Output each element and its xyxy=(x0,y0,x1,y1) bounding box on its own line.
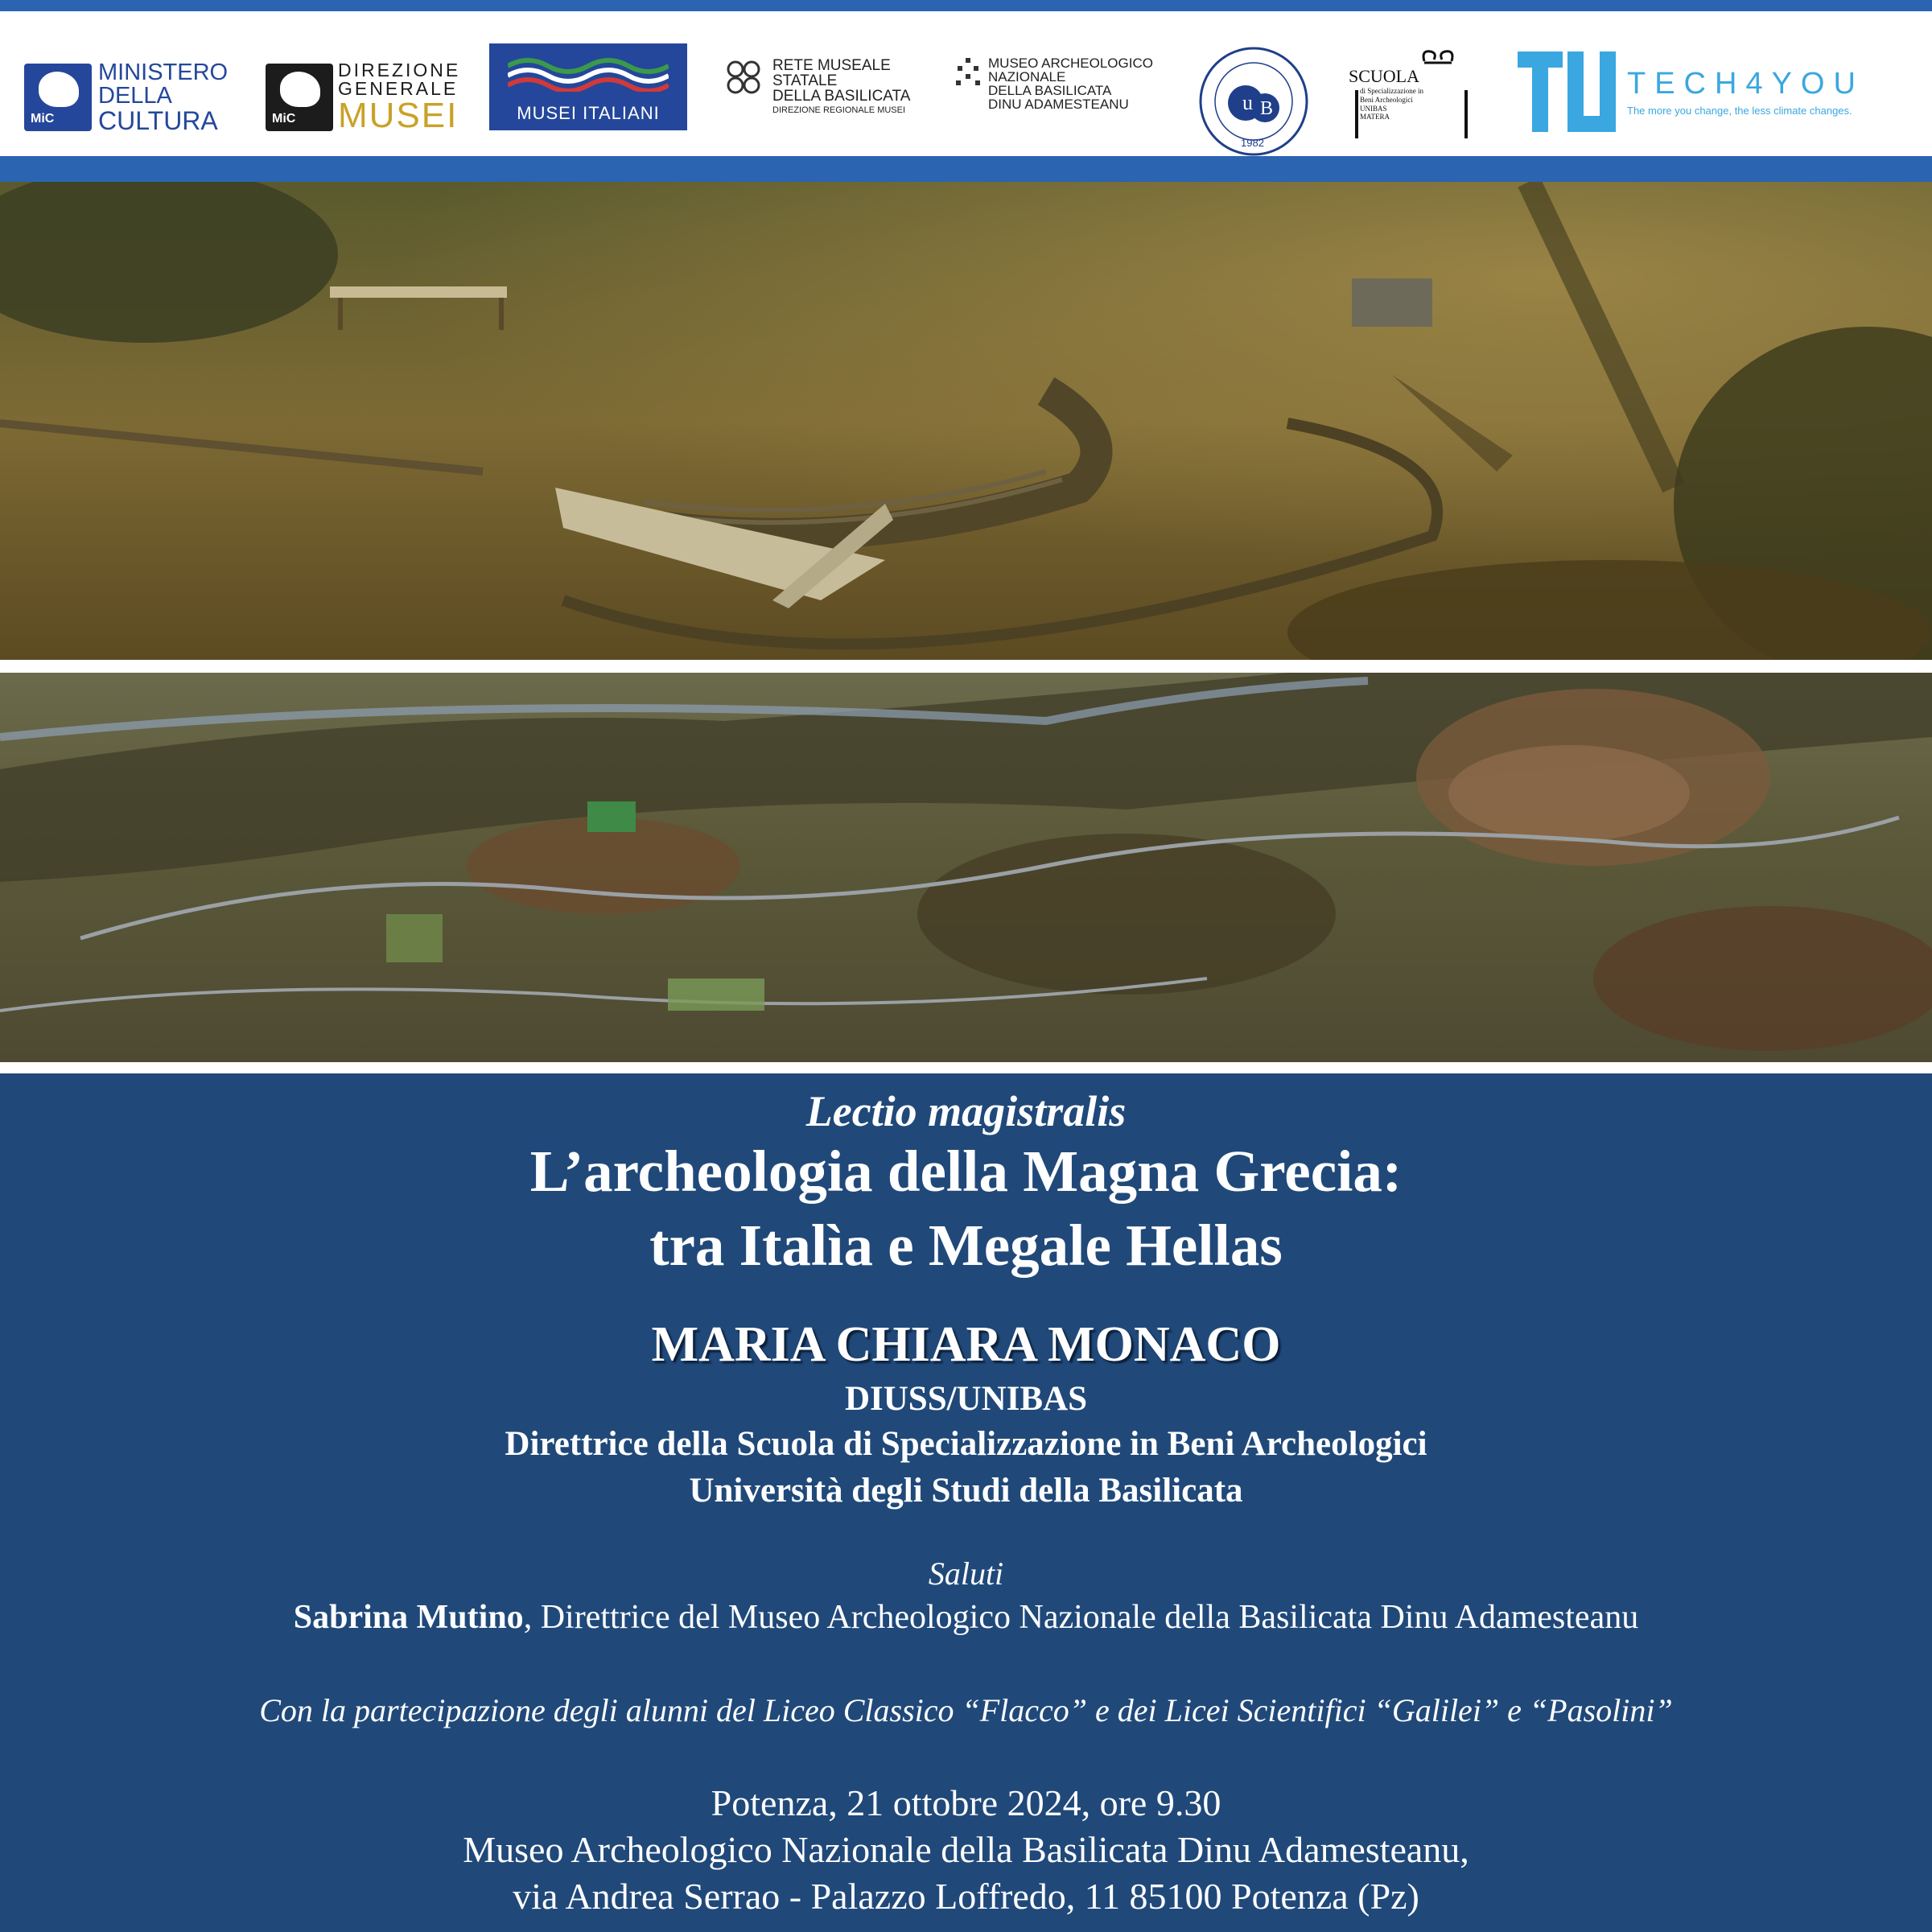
knot-icon xyxy=(724,58,763,97)
lecture-kicker: Lectio magistralis xyxy=(805,1087,1127,1135)
lecture-title-line1: L’archeologia della Magna Grecia: xyxy=(529,1139,1403,1204)
greetings-name: Sabrina Mutino xyxy=(293,1599,524,1636)
mic-line3: CULTURA xyxy=(98,106,218,135)
dgm-line1: DIREZIONE xyxy=(338,60,461,80)
dgm-lion-icon: MiC xyxy=(266,64,333,131)
greetings-label: Saluti xyxy=(928,1555,1004,1592)
aerial-theatre-photo xyxy=(0,182,1932,660)
rete-line2: STATALE xyxy=(772,72,838,89)
museo-line1: MUSEO ARCHEOLOGICO xyxy=(988,56,1153,71)
lecture-title-line2: tra Italìa e Megale Hellas xyxy=(649,1213,1283,1278)
partner-logo-bar xyxy=(0,11,1932,156)
top-blue-rule xyxy=(0,0,1932,11)
tech4you-tagline: The more you change, the less climate changes. xyxy=(1627,105,1852,117)
svg-text:u: u xyxy=(1242,91,1253,114)
participation-note: Con la partecipazione degli alunni del Liceo Classico “Flacco” e dei Licei Scientifici “Galilei” e “Pasolini” xyxy=(259,1692,1673,1728)
unibas-year: 1982 xyxy=(1241,137,1264,149)
rete-line3: DELLA BASILICATA xyxy=(772,88,911,105)
venue-line2: via Andrea Serrao - Palazzo Loffredo, 11 85100 Potenza (Pz) xyxy=(513,1876,1419,1917)
scuola-logo xyxy=(1349,47,1482,143)
scuola-sub4: MATERA xyxy=(1360,113,1390,122)
header-blue-rule xyxy=(0,156,1932,182)
unibas-seal-logo xyxy=(1196,43,1312,159)
rete-line4: DIREZIONE REGIONALE MUSEI xyxy=(772,105,906,115)
scuola-sub1: di Specializzazione in xyxy=(1360,87,1423,95)
tech4you-logo xyxy=(1514,48,1864,135)
rete-line1: RETE MUSEALE xyxy=(772,57,891,74)
museo-line4: DINU ADAMESTEANU xyxy=(988,97,1129,112)
event-date-time: Potenza, 21 ottobre 2024, ore 9.30 xyxy=(711,1782,1221,1823)
dgm-line3: MUSEI xyxy=(338,96,459,135)
musei-italiani-wave-icon xyxy=(508,55,669,92)
speaker-role-line1: Direttrice della Scuola di Specializzazione in Beni Archeologici xyxy=(505,1425,1427,1463)
scuola-sub3: UNIBAS xyxy=(1360,104,1387,113)
greetings-role: , Direttrice del Museo Archeologico Nazionale della Basilicata Dinu Adamesteanu xyxy=(523,1599,1639,1636)
scuola-title: SCUOLA xyxy=(1349,66,1420,86)
mic-line1: MINISTERO xyxy=(98,60,229,85)
aerial-landscape-photo xyxy=(0,673,1932,1062)
svg-text:B: B xyxy=(1260,98,1274,119)
museo-line2: NAZIONALE xyxy=(988,69,1066,84)
direzione-generale-musei-logo xyxy=(266,61,460,134)
scuola-columns-icon xyxy=(1355,90,1468,138)
tech4you-name: TECH4YOU xyxy=(1627,67,1864,101)
museo-mark-icon xyxy=(954,56,982,89)
dgm-line2: GENERALE xyxy=(338,78,459,99)
musei-italiani-logo xyxy=(489,43,687,130)
scuola-sub2: Beni Archeologici xyxy=(1360,95,1413,104)
speaker-role-line2: Università degli Studi della Basilicata xyxy=(689,1472,1243,1510)
museo-line3: DELLA BASILICATA xyxy=(988,83,1112,98)
musei-italiani-label: MUSEI ITALIANI xyxy=(517,103,660,123)
ministero-cultura-logo xyxy=(24,61,228,134)
rete-museale-logo xyxy=(724,58,910,115)
venue-line1: Museo Archeologico Nazionale della Basilicata Dinu Adamesteanu, xyxy=(463,1829,1469,1870)
greetings-line xyxy=(0,1598,1932,1637)
ionic-capital-icon xyxy=(1419,47,1456,87)
tech4you-mark-icon xyxy=(1514,48,1619,135)
mic-lion-icon: MiC xyxy=(24,64,92,131)
speaker-affiliation: DIUSS/UNIBAS xyxy=(844,1380,1088,1418)
museo-archeologico-logo xyxy=(954,56,1153,111)
event-info-panel xyxy=(0,1073,1932,1932)
speaker-name: MARIA CHIARA MONACO xyxy=(651,1317,1281,1372)
mic-line2: DELLA xyxy=(98,83,172,109)
